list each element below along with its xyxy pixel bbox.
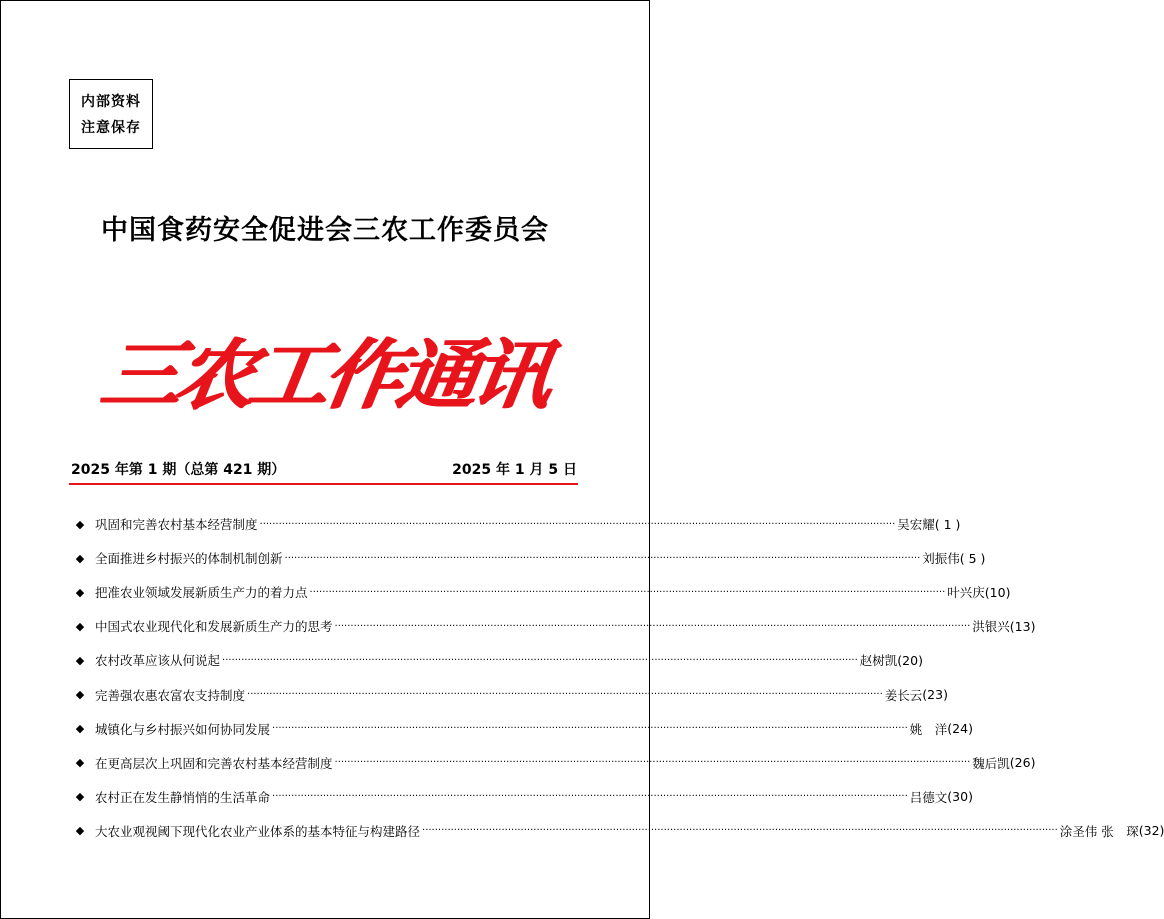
toc-entry-page: ( 5 ) bbox=[959, 550, 986, 566]
toc-entry-page: (24) bbox=[947, 721, 973, 737]
toc-entry-title: 农村改革应该从何说起 bbox=[95, 653, 221, 669]
toc-entry-page: (13) bbox=[1009, 618, 1036, 634]
toc-entry-page: (30) bbox=[947, 789, 973, 805]
dot-leader: ········································································································································································································ bbox=[247, 689, 883, 701]
toc-entry[interactable] bbox=[73, 712, 973, 746]
toc-entry-author: 吕德文 bbox=[909, 789, 948, 805]
toc-entry[interactable] bbox=[73, 780, 973, 814]
toc-entry-page: ( 1 ) bbox=[934, 516, 961, 532]
toc-entry-title: 城镇化与乡村振兴如何协同发展 bbox=[95, 721, 271, 737]
toc-entry[interactable] bbox=[73, 575, 1011, 609]
toc-entry-author: 叶兴庆 bbox=[947, 585, 985, 601]
issue-date: 2025 年 1 月 5 日 bbox=[452, 462, 577, 478]
issue-number: 2025 年第 1 期（总第 421 期） bbox=[71, 462, 286, 478]
toc-entry-author: 魏后凯 bbox=[972, 755, 1010, 771]
toc-entry-page: (10) bbox=[984, 584, 1011, 600]
diamond-bullet-icon: ◆ bbox=[75, 722, 85, 736]
toc-entry[interactable] bbox=[73, 643, 923, 677]
dot-leader: ········································································································································································································ bbox=[272, 791, 908, 803]
dot-leader: ········································································································································································································ bbox=[272, 723, 908, 735]
dot-leader: ········································································································································································································ bbox=[334, 620, 971, 632]
diamond-bullet-icon: ◆ bbox=[75, 824, 85, 838]
toc-entry-author: 刘振伟 bbox=[922, 551, 960, 567]
dot-leader: ········································································································································································································ bbox=[334, 757, 971, 769]
toc-entry-title: 在更高层次上巩固和完善农村基本经营制度 bbox=[95, 755, 333, 771]
toc-entry-title: 农村正在发生静悄悄的生活革命 bbox=[95, 789, 271, 805]
diamond-bullet-icon: ◆ bbox=[75, 653, 85, 667]
dot-leader: ········································································································································································································ bbox=[222, 654, 858, 666]
toc-entry[interactable] bbox=[73, 541, 986, 575]
diamond-bullet-icon: ◆ bbox=[75, 688, 85, 702]
toc-entry-title: 把准农业领域发展新质生产力的着力点 bbox=[95, 585, 308, 601]
masthead-title: 三农工作通讯 bbox=[95, 330, 553, 420]
diamond-bullet-icon: ◆ bbox=[75, 790, 85, 804]
internal-material-stamp bbox=[69, 79, 153, 149]
dot-leader: ········································································································································································································ bbox=[309, 586, 946, 598]
dot-leader: ········································································································································································································ bbox=[422, 825, 1058, 837]
toc-entry-page: (26) bbox=[1009, 755, 1036, 771]
red-divider bbox=[69, 483, 578, 485]
diamond-bullet-icon: ◆ bbox=[75, 551, 85, 565]
toc-entry-author: 姚 洋 bbox=[909, 721, 948, 737]
stamp-line-2: 注意保存 bbox=[81, 120, 141, 136]
toc-entry[interactable] bbox=[73, 746, 1036, 780]
table-of-contents bbox=[73, 507, 1164, 848]
diamond-bullet-icon: ◆ bbox=[75, 517, 85, 531]
toc-entry[interactable] bbox=[73, 814, 1164, 848]
toc-entry-author: 涂圣伟 张 琛 bbox=[1059, 823, 1139, 839]
toc-entry-title: 大农业观视阈下现代化农业产业体系的基本特征与构建路径 bbox=[95, 823, 421, 839]
organization-name: 中国食药安全促进会三农工作委员会 bbox=[101, 215, 549, 246]
dot-leader: ········································································································································································································ bbox=[284, 552, 921, 564]
toc-entry-page: (23) bbox=[922, 687, 948, 703]
toc-entry-page: (20) bbox=[897, 652, 923, 668]
toc-entry-title: 中国式农业现代化和发展新质生产力的思考 bbox=[95, 619, 333, 635]
dot-leader: ········································································································································································································ bbox=[259, 518, 896, 530]
diamond-bullet-icon: ◆ bbox=[75, 756, 85, 770]
toc-entry-author: 洪银兴 bbox=[972, 619, 1010, 635]
toc-entry-title: 完善强农惠农富农支持制度 bbox=[95, 687, 246, 703]
toc-entry-title: 巩固和完善农村基本经营制度 bbox=[95, 517, 258, 533]
diamond-bullet-icon: ◆ bbox=[75, 619, 85, 633]
toc-entry[interactable] bbox=[73, 609, 1036, 643]
masthead bbox=[1, 311, 649, 426]
toc-entry-page: (32) bbox=[1138, 823, 1164, 839]
toc-entry[interactable] bbox=[73, 677, 948, 711]
toc-entry-author: 赵树凯 bbox=[859, 653, 898, 669]
toc-entry-author: 姜长云 bbox=[884, 687, 923, 703]
stamp-line-1: 内部资料 bbox=[81, 94, 141, 110]
toc-entry[interactable] bbox=[73, 507, 961, 541]
diamond-bullet-icon: ◆ bbox=[75, 585, 85, 599]
issue-info bbox=[71, 459, 577, 479]
toc-entry-title: 全面推进乡村振兴的体制机制创新 bbox=[95, 551, 283, 567]
toc-entry-author: 吴宏耀 bbox=[897, 517, 935, 533]
